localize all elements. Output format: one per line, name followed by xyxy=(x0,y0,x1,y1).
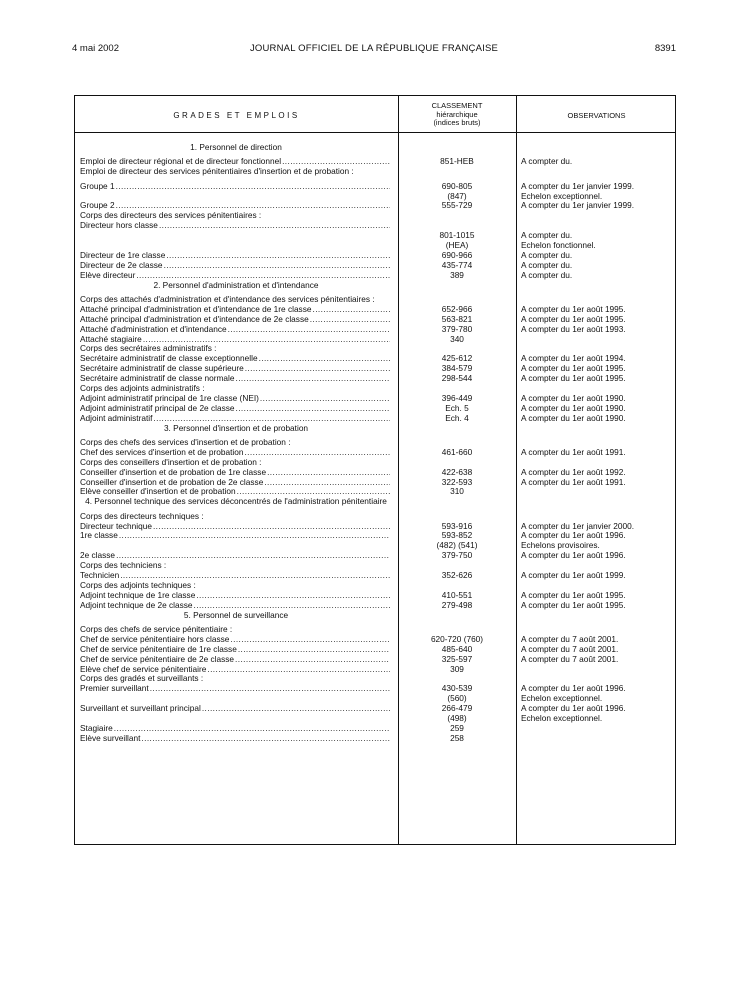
grade-text: Groupe 2 xyxy=(80,201,115,211)
grade-label xyxy=(80,512,390,522)
section-title xyxy=(75,424,398,434)
grade-label xyxy=(80,674,390,684)
grade-text: Attaché d'administration et d'intendance xyxy=(80,324,227,334)
table-row xyxy=(75,665,677,675)
grade-label xyxy=(80,468,390,478)
classement-value: 851-HEB xyxy=(440,156,474,167)
grade-text xyxy=(80,192,81,201)
grade-label xyxy=(80,271,390,281)
grade-text: Adjoint technique de 1re classe xyxy=(80,590,196,600)
grade-text: Adjoint administratif xyxy=(80,413,153,423)
classement-value: (482) (541) xyxy=(436,540,478,551)
column-header-classement xyxy=(398,102,516,128)
classement-value: 310 xyxy=(450,486,464,497)
classement-value: 389 xyxy=(450,269,464,280)
grade-label xyxy=(80,655,390,665)
grade-text: Elève conseiller d'insertion et de probation xyxy=(80,487,236,497)
classement-value: 298-544 xyxy=(441,373,473,384)
grade-text: 4. Personnel technique des services déconcentrés de l'administration pénitentiaire xyxy=(85,497,387,507)
section-heading-row xyxy=(75,424,677,434)
grade-text: Directeur hors classe xyxy=(80,221,158,231)
grade-label xyxy=(80,635,390,645)
classement-value: 352-626 xyxy=(441,570,473,581)
page-number: 8391 xyxy=(654,43,676,54)
grade-text xyxy=(80,714,81,723)
observation-text: A compter du 1er août 1990. xyxy=(521,392,626,403)
observation-text: Echelon exceptionnel. xyxy=(521,712,603,723)
grade-label xyxy=(80,601,390,611)
grade-text: Corps des techniciens : xyxy=(80,561,167,571)
column-header-grades: GRADES ET EMPLOIS xyxy=(173,111,300,120)
classement-value: 396-449 xyxy=(441,392,473,403)
grade-text: 1. Personnel de direction xyxy=(190,143,282,152)
grade-text: Technicien xyxy=(80,571,120,581)
grade-label xyxy=(80,167,390,177)
observation-text: A compter du. xyxy=(521,269,573,280)
observation-text: A compter du 1er janvier 1999. xyxy=(521,180,634,191)
observation-text: A compter du 7 août 2001. xyxy=(521,643,619,654)
section-heading-row xyxy=(75,497,677,507)
column-header-classement-line: CLASSEMENT xyxy=(431,101,483,110)
observation-text: A compter du 1er août 1995. xyxy=(521,313,626,324)
grade-text: Chef des services d'insertion et de probation xyxy=(80,447,244,457)
grade-label xyxy=(80,581,390,591)
grade-text: Corps des gradés et surveillants : xyxy=(80,674,204,684)
grade-label xyxy=(80,261,390,271)
grade-label xyxy=(80,734,390,744)
grade-text: Conseiller d'insertion et de probation de 2e classe xyxy=(80,477,264,487)
grade-label xyxy=(80,394,390,404)
grade-label xyxy=(80,684,390,694)
grade-text: Attaché stagiaire xyxy=(80,334,142,344)
grade-text: Chef de service pénitentiaire de 1re classe xyxy=(80,644,237,654)
table-row xyxy=(75,487,677,497)
observation-text: A compter du 1er août 1992. xyxy=(521,466,626,477)
section-title xyxy=(75,497,398,507)
grade-label xyxy=(80,571,390,581)
table-row xyxy=(75,714,677,724)
classement-value: 690-966 xyxy=(441,249,473,260)
classement-value: 266-479 xyxy=(441,703,473,714)
grade-label xyxy=(80,157,390,167)
table-row xyxy=(75,571,677,581)
observation-text: A compter du. xyxy=(521,259,573,270)
header-date: 4 mai 2002 xyxy=(72,43,120,54)
grade-label xyxy=(80,221,390,231)
grade-text: Secrétaire administratif de classe normale xyxy=(80,374,235,384)
classement-value: 430-539 xyxy=(441,683,473,694)
classement-value: (560) xyxy=(447,693,467,704)
column-header-classement-line: hiérarchique xyxy=(436,109,478,119)
classement-value: (847) xyxy=(447,190,467,201)
observation-text: A compter du 1er août 1995. xyxy=(521,373,626,384)
grade-label xyxy=(80,645,390,655)
grade-text: 5. Personnel de surveillance xyxy=(183,610,289,620)
grade-label xyxy=(80,694,390,704)
classement-value: Ech. 5 xyxy=(445,402,469,413)
grade-label xyxy=(80,414,390,424)
table-row xyxy=(75,325,677,335)
observation-text: A compter du 1er août 1995. xyxy=(521,599,626,610)
classement-value: 258 xyxy=(450,732,464,743)
classement-value: 309 xyxy=(450,663,464,674)
observation-text: A compter du 1er août 1995. xyxy=(521,589,626,600)
grade-label xyxy=(80,201,390,211)
grade-label xyxy=(80,325,390,335)
observation-text: A compter du 1er août 1996. xyxy=(521,530,626,541)
grade-label xyxy=(80,625,390,635)
grade-label xyxy=(80,315,390,325)
grade-text xyxy=(80,694,81,703)
grade-label xyxy=(80,192,390,202)
observation-text: A compter du 1er janvier 1999. xyxy=(521,200,634,211)
observation-text: A compter du 1er août 1993. xyxy=(521,323,626,334)
observation-text: A compter du. xyxy=(521,249,573,260)
grade-label xyxy=(80,211,390,221)
table-row xyxy=(75,241,677,251)
grade-text: Corps des conseillers d'insertion et de probation : xyxy=(80,457,262,467)
table-row xyxy=(75,448,677,458)
grade-text: Adjoint technique de 2e classe xyxy=(80,600,193,610)
grade-text: Stagiaire xyxy=(80,723,113,733)
classement-value: 422-638 xyxy=(441,466,473,477)
table-row xyxy=(75,251,677,261)
grade-text: Corps des attachés d'administration et d'intendance des services pénitentiaires : xyxy=(80,294,375,304)
grade-label xyxy=(80,478,390,488)
table-row xyxy=(75,734,677,744)
grade-label xyxy=(80,487,390,497)
table-row xyxy=(75,271,677,281)
observation-text: Echelon fonctionnel. xyxy=(521,240,596,251)
grade-text: Secrétaire administratif de classe supérieure xyxy=(80,364,244,374)
grades-table xyxy=(74,95,676,845)
grade-text: Elève surveillant xyxy=(80,733,141,743)
grade-label xyxy=(80,404,390,414)
classement-value: 652-966 xyxy=(441,303,473,314)
observation-text: A compter du 1er août 1999. xyxy=(521,570,626,581)
grade-text: Premier surveillant xyxy=(80,684,149,694)
grade-label xyxy=(80,344,390,354)
grade-text: Corps des secrétaires administratifs : xyxy=(80,344,217,354)
observation-text: A compter du. xyxy=(521,230,573,241)
observation-text: Echelon exceptionnel. xyxy=(521,693,603,704)
section-heading-row xyxy=(75,143,677,153)
observation-text: A compter du. xyxy=(521,156,573,167)
classement-value: 340 xyxy=(450,333,464,344)
grade-label xyxy=(80,231,390,241)
section-title xyxy=(75,281,398,291)
grade-label xyxy=(80,551,390,561)
grade-text: Corps des adjoints techniques : xyxy=(80,580,196,590)
table-row xyxy=(75,201,677,211)
observation-text: A compter du 1er août 1996. xyxy=(521,683,626,694)
table-row xyxy=(75,261,677,271)
section-title xyxy=(75,143,398,153)
grade-label xyxy=(80,591,390,601)
table-row xyxy=(75,551,677,561)
grade-text: 3. Personnel d'insertion et de probation xyxy=(163,423,309,433)
grade-text: Corps des directeurs des services pénitentiaires : xyxy=(80,211,262,221)
classement-value: 259 xyxy=(450,722,464,733)
classement-value: 620-720 (760) xyxy=(430,633,484,644)
grade-label xyxy=(80,384,390,394)
grade-text: 2. Personnel d'administration et d'intendance xyxy=(153,280,319,290)
grade-text: 1re classe xyxy=(80,531,118,541)
table-row xyxy=(75,414,677,424)
classement-value: 384-579 xyxy=(441,363,473,374)
grade-label xyxy=(80,438,390,448)
grade-text: Elève directeur xyxy=(80,270,136,280)
section-heading-row xyxy=(75,281,677,291)
corps-heading-row xyxy=(75,211,677,221)
grade-label xyxy=(80,665,390,675)
grade-text: 2e classe xyxy=(80,551,116,561)
observation-text: A compter du 1er août 1990. xyxy=(521,412,626,423)
grade-text: Elève chef de service pénitentiaire xyxy=(80,664,207,674)
grade-text: Chef de service pénitentiaire de 2e classe xyxy=(80,654,235,664)
grade-text: Corps des adjoints administratifs : xyxy=(80,383,205,393)
observation-text: A compter du 1er août 1996. xyxy=(521,703,626,714)
table-row xyxy=(75,601,677,611)
grade-text: Directeur de 2e classe xyxy=(80,260,163,270)
classement-value: 485-640 xyxy=(441,643,473,654)
grade-label xyxy=(80,364,390,374)
grade-text: Directeur de 1re classe xyxy=(80,250,166,260)
grade-label xyxy=(80,448,390,458)
observation-text: A compter du 1er août 1991. xyxy=(521,446,626,457)
observation-text: Echelons provisoires. xyxy=(521,540,600,551)
grade-text xyxy=(80,231,81,240)
journal-title: JOURNAL OFFICIEL DE LA RÉPUBLIQUE FRANÇAISE xyxy=(249,43,499,54)
grade-label xyxy=(80,561,390,571)
header-divider xyxy=(75,132,675,133)
observation-text: A compter du 1er août 1995. xyxy=(521,303,626,314)
grade-text: Surveillant et surveillant principal xyxy=(80,704,201,714)
observation-text: A compter du 1er août 1995. xyxy=(521,363,626,374)
classement-value: 279-498 xyxy=(441,599,473,610)
table-row xyxy=(75,478,677,488)
table-row xyxy=(75,335,677,345)
classement-value: 379-750 xyxy=(441,550,473,561)
grade-label xyxy=(80,305,390,315)
grade-label xyxy=(80,541,390,551)
section-title xyxy=(75,611,398,621)
classement-value: (HEA) xyxy=(445,240,469,251)
grade-text: Chef de service pénitentiaire hors classe xyxy=(80,634,230,644)
grade-text: Emploi de directeur des services pénitentiaires d'insertion et de probation : xyxy=(80,167,354,177)
observation-text: A compter du 1er août 1990. xyxy=(521,402,626,413)
grade-text: Secrétaire administratif de classe exceptionnelle xyxy=(80,354,258,364)
grade-label xyxy=(80,724,390,734)
grade-label xyxy=(80,704,390,714)
grade-text: Corps des chefs des services d'insertion et de probation : xyxy=(80,437,291,447)
observation-text: A compter du 1er août 1991. xyxy=(521,476,626,487)
grade-label xyxy=(80,251,390,261)
classement-value: 379-780 xyxy=(441,323,473,334)
grade-label xyxy=(80,522,390,532)
table-body xyxy=(75,143,677,744)
grade-text: Attaché principal d'administration et d'intendance de 1re classe xyxy=(80,304,312,314)
table-row xyxy=(75,374,677,384)
classement-value: 461-660 xyxy=(441,446,473,457)
classement-value: 593-852 xyxy=(441,530,473,541)
grade-text: Corps des directeurs techniques : xyxy=(80,511,204,521)
grade-text: Conseiller d'insertion et de probation de 1re classe xyxy=(80,467,267,477)
classement-value: 322-593 xyxy=(441,476,473,487)
grade-text: Adjoint administratif principal de 2e classe xyxy=(80,403,235,413)
classement-value: 801-1015 xyxy=(439,230,475,241)
classement-value: 410-551 xyxy=(441,589,473,600)
grade-text: Attaché principal d'administration et d'intendance de 2e classe xyxy=(80,314,309,324)
grade-label xyxy=(80,374,390,384)
classement-value: 435-774 xyxy=(441,259,473,270)
table-row xyxy=(75,655,677,665)
classement-value: Ech. 4 xyxy=(445,412,469,423)
grade-text: Groupe 1 xyxy=(80,181,115,191)
grade-text xyxy=(80,241,81,250)
table-row xyxy=(75,157,677,167)
grade-label xyxy=(80,531,390,541)
grade-text: Corps des chefs de service pénitentiaire : xyxy=(80,624,233,634)
grade-label xyxy=(80,458,390,468)
classement-value: 325-597 xyxy=(441,653,473,664)
grade-text: Directeur technique xyxy=(80,521,152,531)
table-row xyxy=(75,724,677,734)
classement-value: (498) xyxy=(447,712,467,723)
column-header-classement-line: (indices bruts) xyxy=(433,118,481,127)
table-row xyxy=(75,221,677,231)
observation-text: A compter du 7 août 2001. xyxy=(521,633,619,644)
section-heading-row xyxy=(75,611,677,621)
observation-text: A compter du 7 août 2001. xyxy=(521,653,619,664)
grade-label xyxy=(80,295,390,305)
classement-value: 690-805 xyxy=(441,180,473,191)
grade-label xyxy=(80,182,390,192)
classement-value: 593-916 xyxy=(441,520,473,531)
column-header-observations: OBSERVATIONS xyxy=(567,111,626,120)
observation-text: A compter du 1er janvier 2000. xyxy=(521,520,634,531)
observation-text: A compter du 1er août 1996. xyxy=(521,550,626,561)
grade-text: Adjoint administratif principal de 1re classe (NEI) xyxy=(80,393,259,403)
grade-label xyxy=(80,241,390,251)
grade-label xyxy=(80,354,390,364)
grade-label xyxy=(80,714,390,724)
grade-text xyxy=(80,541,81,550)
observation-text: Echelon exceptionnel. xyxy=(521,190,603,201)
classement-value: 555-729 xyxy=(441,200,473,211)
classement-value: 425-612 xyxy=(441,353,473,364)
classement-value: 563-821 xyxy=(441,313,473,324)
observation-text: A compter du 1er août 1994. xyxy=(521,353,626,364)
grade-label xyxy=(80,335,390,345)
grade-text: Emploi de directeur régional et de directeur fonctionnel xyxy=(80,157,282,167)
corps-heading-row xyxy=(75,167,677,177)
